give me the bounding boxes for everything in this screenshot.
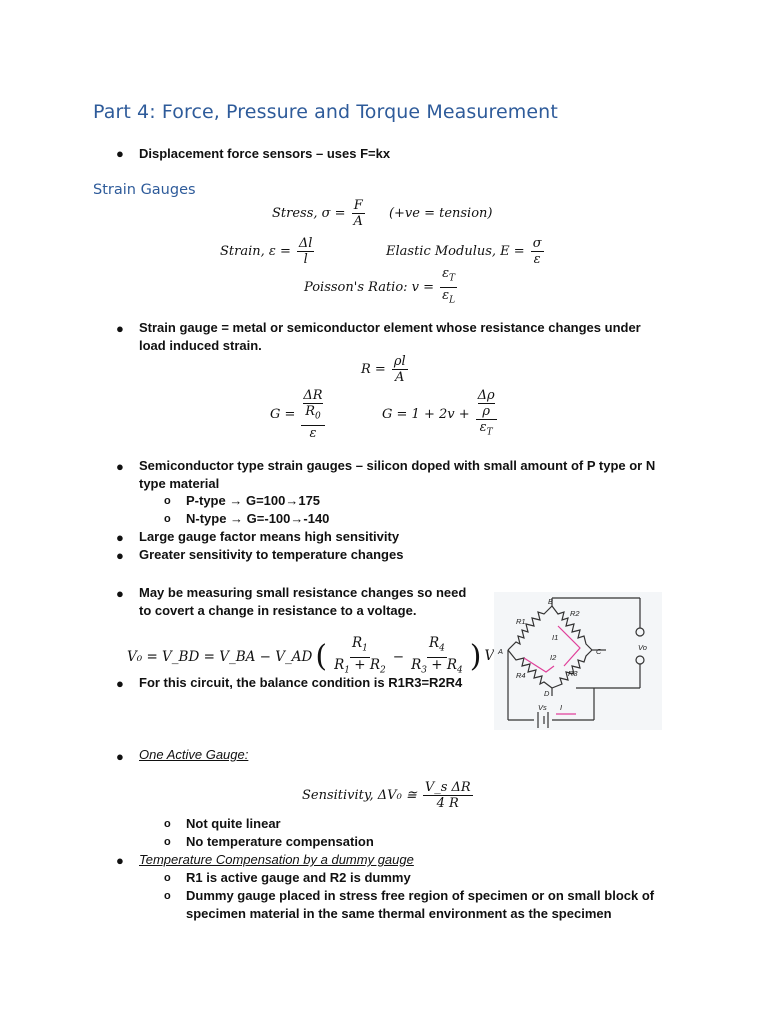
g1-num-bot: R: [305, 404, 316, 419]
strain-num: Δl: [298, 236, 313, 251]
i1-label: I1: [552, 633, 559, 642]
measuring-line1: May be measuring small resistance changes so need: [139, 585, 467, 600]
gauge-factor-equation-1: [270, 388, 327, 441]
stress-equation: [272, 198, 493, 229]
sens-num: V_s ΔR: [424, 780, 471, 795]
g2-lhs: G = 1 + 2v +: [382, 406, 470, 422]
sub-bullet-icon: o: [164, 836, 171, 848]
sub-bullet-icon: o: [164, 513, 171, 525]
r1-active-text: R1 is active gauge and R2 is dummy: [186, 870, 411, 885]
r4-label: R4: [516, 671, 526, 680]
resistance-equation: [361, 354, 410, 385]
bullet-icon: ●: [116, 530, 124, 545]
strain-equation: [220, 236, 316, 267]
r-num: ρl: [393, 354, 406, 369]
strain-gauge-line2: load induced strain.: [139, 338, 262, 353]
g1-num-top: ΔR: [303, 388, 323, 403]
modulus-lhs: Elastic Modulus, E =: [386, 244, 525, 259]
dummy-line2: specimen material in the same thermal environment as the specimen: [186, 906, 612, 921]
sens-lhs: Sensitivity, ΔV₀ ≅: [302, 788, 417, 803]
r1-label: R1: [516, 617, 526, 626]
gauge-factor-equation-2: [382, 388, 499, 441]
large-gauge-text: Large gauge factor means high sensitivity: [139, 529, 400, 544]
sub-bullet-icon: o: [164, 818, 171, 830]
one-active-gauge-heading: One Active Gauge:: [139, 747, 249, 762]
strain-gauge-line1: Strain gauge = metal or semiconductor element whose resistance changes under: [139, 320, 641, 335]
sub-bullet-icon: o: [164, 872, 171, 884]
stress-lhs: Stress, σ =: [272, 206, 346, 221]
stress-note: (+ve = tension): [388, 206, 493, 221]
node-d-label: D: [544, 689, 550, 698]
poisson-num: ε: [442, 266, 450, 281]
node-c-label: C: [596, 647, 602, 656]
vo-label: Vo: [638, 643, 647, 652]
dummy-gauge-text: [186, 887, 654, 923]
modulus-den: ε: [533, 252, 541, 267]
i-label: I: [560, 703, 563, 712]
greater-sens-text: Greater sensitivity to temperature changes: [139, 547, 404, 562]
wheatstone-bridge-diagram: [494, 592, 662, 730]
bullet-displacement: Displacement force sensors – uses F=kx: [139, 146, 391, 161]
strain-den: l: [303, 252, 308, 267]
bullet-icon: ●: [116, 146, 124, 161]
temp-comp-heading: Temperature Compensation by a dummy gauge: [139, 852, 414, 867]
ptype-text: P-type → G=100→175: [186, 493, 321, 508]
no-temp-text: No temperature compensation: [186, 834, 374, 849]
r-den: A: [395, 370, 405, 385]
sensitivity-equation: [302, 780, 475, 811]
i2-label: I2: [550, 653, 557, 662]
semi-line2: type material: [139, 476, 220, 491]
bullet-icon: ●: [116, 459, 124, 474]
poisson-den: ε: [442, 287, 450, 303]
ntype-text: N-type → G=-100→-140: [186, 511, 330, 526]
g2-num-bot: ρ: [482, 404, 490, 419]
sens-den: 4 R: [436, 796, 459, 811]
g2-den-sub: T: [486, 427, 493, 438]
r-lhs: R =: [361, 362, 386, 377]
node-b-label: B: [548, 597, 554, 606]
measuring-text: [139, 584, 466, 620]
g1-num-bot-sub: 0: [315, 411, 321, 422]
poisson-lhs: Poisson's Ratio: v =: [304, 279, 435, 295]
g2-num-top: Δρ: [477, 388, 495, 403]
semiconductor-text: [139, 457, 655, 493]
bullet-icon: ●: [116, 321, 124, 336]
stress-den: A: [353, 214, 363, 229]
bullet-icon: ●: [116, 548, 124, 563]
page-title: Part 4: Force, Pressure and Torque Measurement: [93, 101, 558, 123]
poisson-num-sub: T: [449, 273, 456, 284]
modulus-equation: [386, 236, 546, 267]
g1-lhs: G =: [270, 406, 296, 422]
strain-gauge-def: [139, 319, 641, 355]
bullet-icon: ●: [116, 676, 124, 691]
bullet-icon: ●: [116, 749, 124, 764]
v0-lhs: V₀ = V_BD = V_BA − V_AD: [127, 649, 313, 666]
g2-den: ε: [479, 420, 487, 435]
r3-label: R3: [568, 669, 578, 678]
sub-bullet-icon: o: [164, 890, 171, 902]
balance-text: For this circuit, the balance condition is R1R3=R2R4: [139, 675, 463, 690]
semi-line1: Semiconductor type strain gauges – silicon doped with small amount of P type or N: [139, 458, 656, 473]
g1-den: ε: [309, 425, 317, 441]
bullet-icon: ●: [116, 853, 124, 868]
not-linear-text: Not quite linear: [186, 816, 281, 831]
strain-lhs: Strain, ε =: [220, 244, 291, 259]
r2-label: R2: [570, 609, 580, 618]
vs-label: Vs: [538, 703, 547, 712]
measuring-line2: to covert a change in resistance to a voltage.: [139, 603, 417, 618]
node-a-label: A: [498, 647, 504, 656]
bullet-icon: ●: [116, 586, 124, 601]
section-heading-strain-gauges: Strain Gauges: [93, 182, 196, 198]
dummy-line1: Dummy gauge placed in stress free region of specimen or on small block of: [186, 888, 655, 903]
v0-equation: V₀ = V_BD = V_BA − V_AD ( $\frac{R_1}{R_1 + R_2}$ − $\frac{R_4}{R_3 + R_4}$ ) V: [127, 635, 495, 676]
poisson-equation: [304, 266, 459, 308]
modulus-num: σ: [532, 236, 542, 251]
poisson-den-sub: L: [449, 295, 456, 306]
sub-bullet-icon: o: [164, 495, 171, 507]
stress-num: F: [353, 198, 363, 213]
